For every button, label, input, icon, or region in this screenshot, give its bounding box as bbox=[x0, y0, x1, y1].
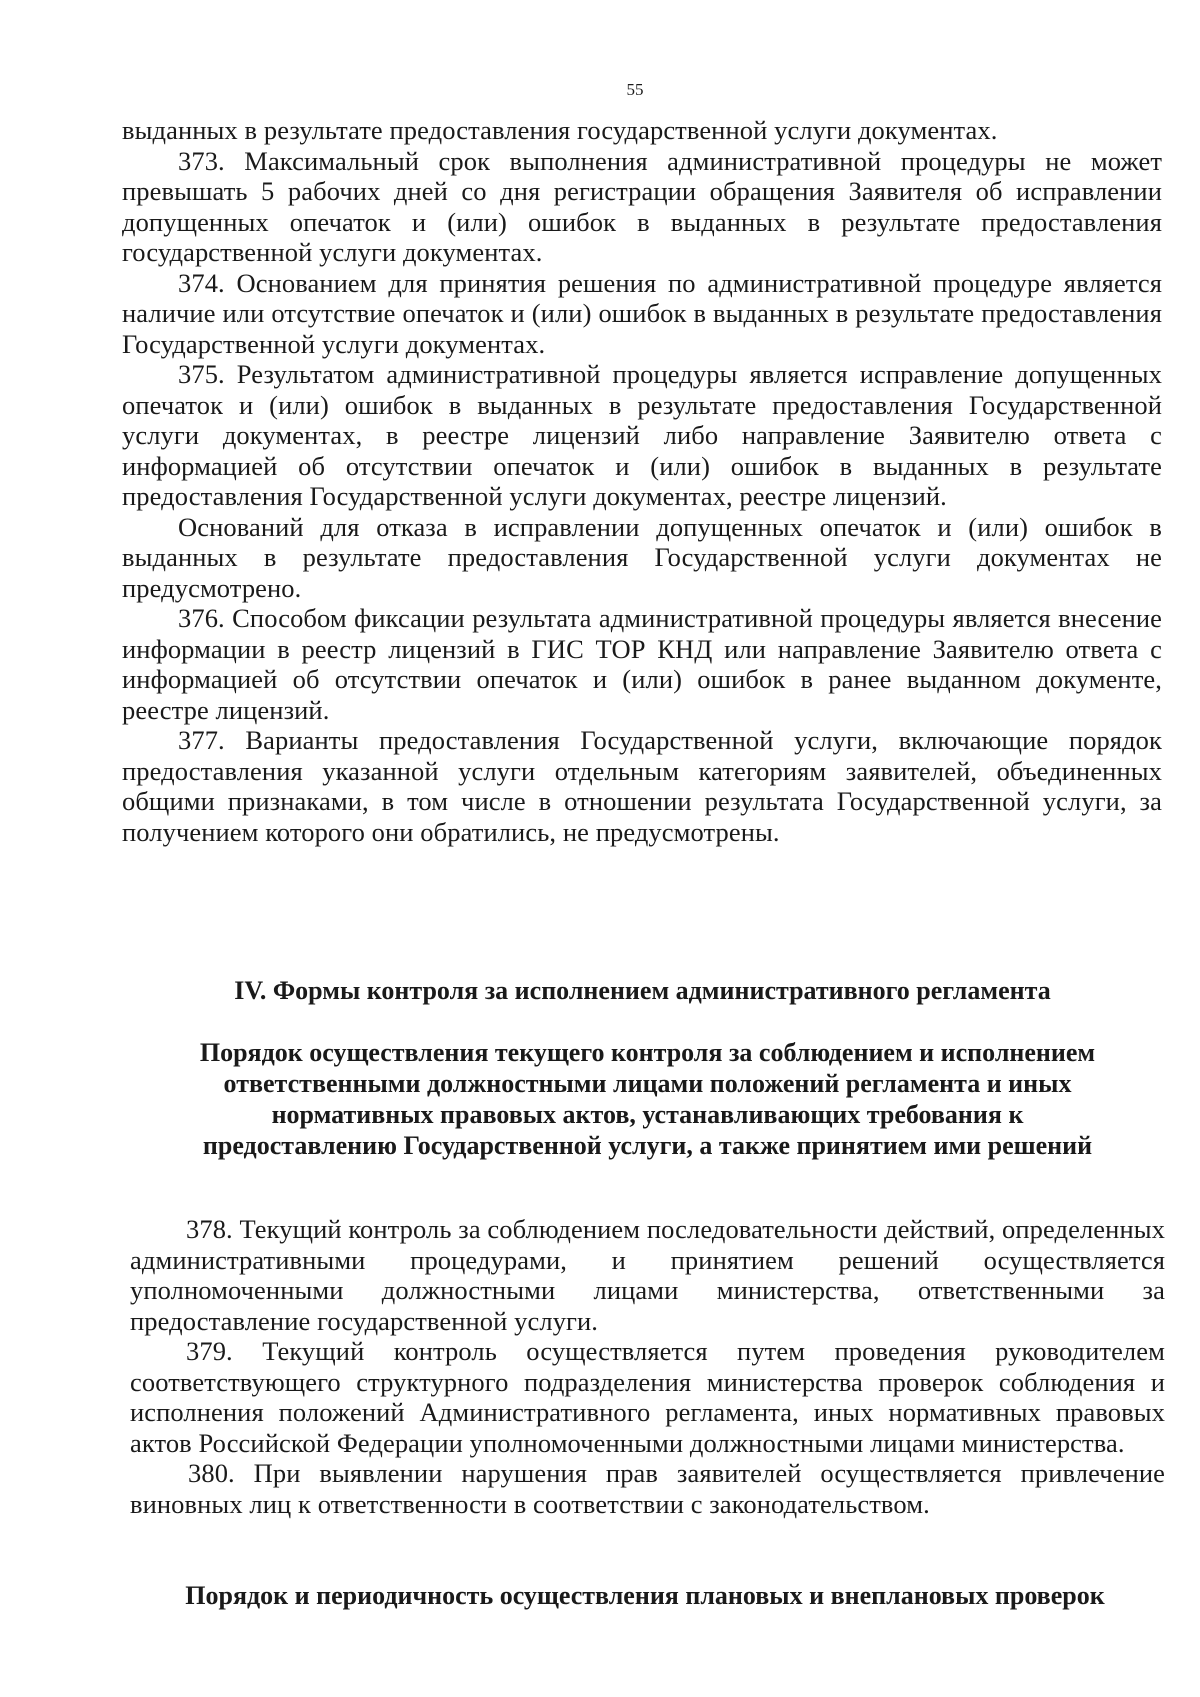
body-text-top bbox=[122, 115, 1162, 847]
subsection-heading bbox=[130, 1037, 1165, 1161]
paragraph-374: 374. Основанием для принятия решения по административной процедуре является наличие или отсутствие опечаток и (или) ошибок в выданных в результате предоставления Государственной услуги документах. bbox=[122, 267, 1162, 359]
paragraph-380: 380. При выявлении нарушения прав заявителей осуществляется привлечение виновных лиц к ответственности в соответствии с законодательством. bbox=[130, 1458, 1165, 1519]
intro-line: выданных в результате предоставления государственной услуги документах. bbox=[122, 115, 998, 145]
paragraph-376: 376. Способом фиксации результата административной процедуры является внесение информации в реестр лицензий в ГИС ТОР КНД или направление Заявителю ответа с информацией об отсутствии опечаток и (или) ошибок в ранее выданном документе, реестре лицензий. bbox=[122, 603, 1162, 725]
paragraph-no-refusal: Оснований для отказа в исправлении допущенных опечаток и (или) ошибок в выданных в результате предоставления Государственной услуги документах не предусмотрено. bbox=[122, 511, 1162, 603]
paragraph-373: 373. Максимальный срок выполнения административной процедуры не может превышать 5 рабочих дней со дня регистрации обращения Заявителя об исправлении допущенных опечаток и (или) ошибок в выданных в результате предоставления государственной услуги документах. bbox=[122, 145, 1162, 267]
subsection-heading-line: предоставлению Государственной услуги, а также принятием ими решений bbox=[202, 1131, 1093, 1160]
paragraph-378: 378. Текущий контроль за соблюдением последовательности действий, определенных административными процедурами, и принятием решений осуществляется уполномоченными должностными лицами министерства, ответственными за предоставление государственной услуги. bbox=[130, 1214, 1165, 1336]
page-number: 55 bbox=[626, 80, 644, 99]
paragraph-379: 379. Текущий контроль осуществляется путем проведения руководителем соответствующего структурного подразделения министерства проверок соблюдения и исполнения положений Административного регламента, иных нормативных правовых актов Российской Федерации уполномоченными должностными лицами министерства. bbox=[130, 1336, 1165, 1458]
subsection-heading-line: нормативных правовых актов, устанавливающих требования к bbox=[271, 1100, 1024, 1129]
paragraph-377: 377. Варианты предоставления Государственной услуги, включающие порядок предоставления указанной услуги отдельным категориям заявителей, объединенных общими признаками, в том числе в отношении результата Государственной услуги, за получением которого они обратились, не предусмотрены. bbox=[122, 725, 1162, 847]
paragraph-375: 375. Результатом административной процедуры является исправление допущенных опечаток и (или) ошибок в выданных в результате предоставления Государственной услуги документах, в реестре лицензий либо направление Заявителю ответа с информацией об отсутствии опечаток и (или) ошибок в выданных в результате предоставления Государственной услуги документах, реестре лицензий. bbox=[122, 359, 1162, 511]
bottom-heading: Порядок и периодичность осуществления плановых и внеплановых проверок bbox=[185, 1581, 1105, 1610]
subsection-heading-line: ответственными должностными лицами положений регламента и иных bbox=[223, 1069, 1072, 1098]
body-text-bottom bbox=[130, 1214, 1165, 1519]
subsection-heading-line: Порядок осуществления текущего контроля за соблюдением и исполнением bbox=[199, 1038, 1096, 1067]
section-heading: IV. Формы контроля за исполнением административного регламента bbox=[234, 976, 1051, 1005]
